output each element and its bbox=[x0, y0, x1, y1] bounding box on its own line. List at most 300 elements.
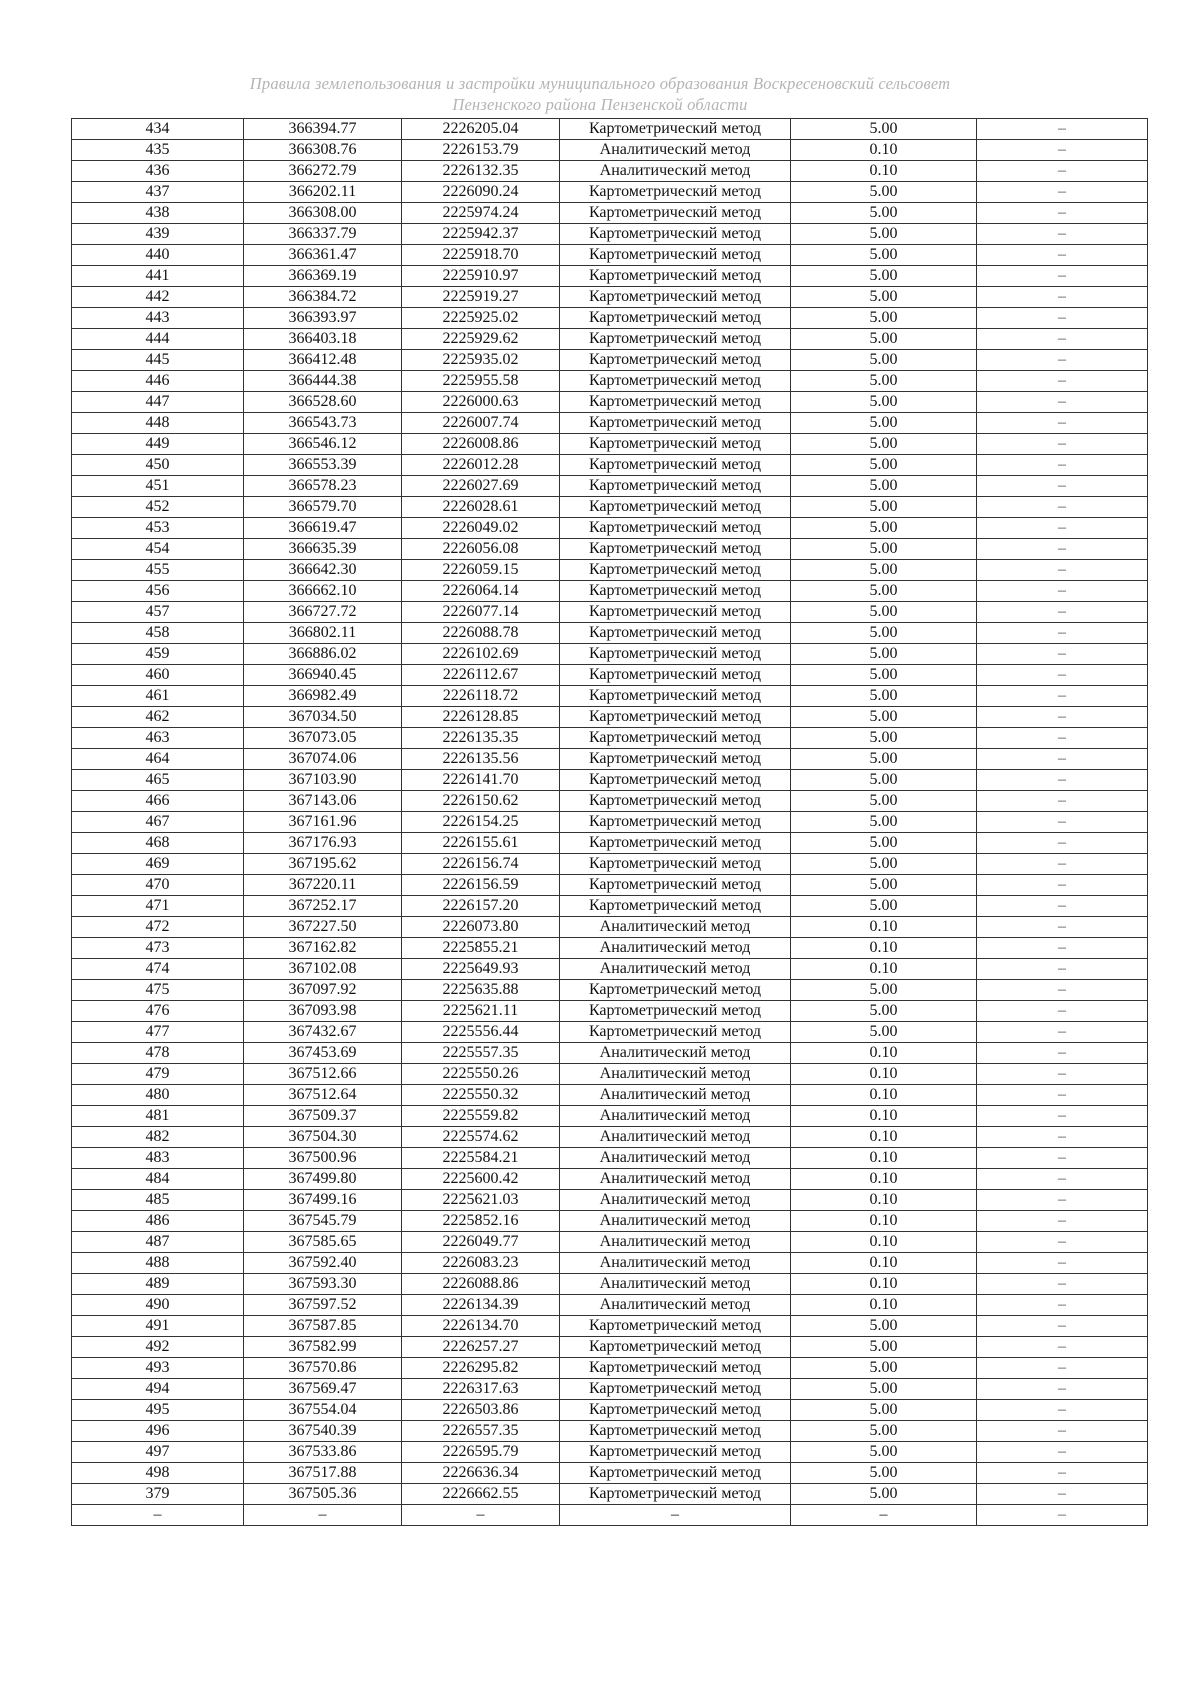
method-cell: Аналитический метод bbox=[560, 1295, 791, 1316]
coordinates-table-body bbox=[72, 119, 1148, 1526]
method-cell: Аналитический метод bbox=[560, 1169, 791, 1190]
x-coordinate-cell: 367585.65 bbox=[244, 1232, 402, 1253]
x-coordinate-cell: 366578.23 bbox=[244, 476, 402, 497]
accuracy-cell: 5.00 bbox=[791, 497, 977, 518]
note-cell: – bbox=[977, 1106, 1148, 1127]
x-coordinate-cell: 367499.16 bbox=[244, 1190, 402, 1211]
x-coordinate-cell: 367500.96 bbox=[244, 1148, 402, 1169]
accuracy-cell: 5.00 bbox=[791, 1484, 977, 1505]
y-coordinate-cell: 2226595.79 bbox=[402, 1442, 560, 1463]
x-coordinate-cell: 367432.67 bbox=[244, 1022, 402, 1043]
y-coordinate-cell: 2225929.62 bbox=[402, 329, 560, 350]
x-coordinate-cell: 366412.48 bbox=[244, 350, 402, 371]
note-cell: – bbox=[977, 854, 1148, 875]
accuracy-cell: 5.00 bbox=[791, 308, 977, 329]
x-coordinate-cell: 367103.90 bbox=[244, 770, 402, 791]
y-coordinate-cell: 2225910.97 bbox=[402, 266, 560, 287]
table-row bbox=[72, 1127, 1148, 1148]
y-coordinate-cell: 2226153.79 bbox=[402, 140, 560, 161]
x-coordinate-cell: 367143.06 bbox=[244, 791, 402, 812]
x-coordinate-cell: 367504.30 bbox=[244, 1127, 402, 1148]
note-cell: – bbox=[977, 1379, 1148, 1400]
x-coordinate-cell: 366662.10 bbox=[244, 581, 402, 602]
point-number-cell: 460 bbox=[72, 665, 244, 686]
x-coordinate-cell: 367569.47 bbox=[244, 1379, 402, 1400]
x-coordinate-cell: 366384.72 bbox=[244, 287, 402, 308]
x-coordinate-cell: 366337.79 bbox=[244, 224, 402, 245]
point-number-cell: 437 bbox=[72, 182, 244, 203]
x-coordinate-cell: 366528.60 bbox=[244, 392, 402, 413]
table-row bbox=[72, 1106, 1148, 1127]
x-coordinate-cell: 367597.52 bbox=[244, 1295, 402, 1316]
x-coordinate-cell: 367554.04 bbox=[244, 1400, 402, 1421]
table-row bbox=[72, 476, 1148, 497]
method-cell: Картометрический метод bbox=[560, 875, 791, 896]
accuracy-cell: 5.00 bbox=[791, 539, 977, 560]
method-cell: Картометрический метод bbox=[560, 1379, 791, 1400]
note-cell: – bbox=[977, 1127, 1148, 1148]
table-row bbox=[72, 308, 1148, 329]
method-cell: Аналитический метод bbox=[560, 1043, 791, 1064]
y-coordinate-cell: 2226317.63 bbox=[402, 1379, 560, 1400]
table-row bbox=[72, 644, 1148, 665]
note-cell: – bbox=[977, 266, 1148, 287]
method-cell: Картометрический метод bbox=[560, 308, 791, 329]
point-number-cell: 491 bbox=[72, 1316, 244, 1337]
point-number-cell: 488 bbox=[72, 1253, 244, 1274]
accuracy-cell: 5.00 bbox=[791, 791, 977, 812]
point-number-cell: 466 bbox=[72, 791, 244, 812]
table-row bbox=[72, 1190, 1148, 1211]
y-coordinate-cell: 2226012.28 bbox=[402, 455, 560, 476]
x-coordinate-cell: 366553.39 bbox=[244, 455, 402, 476]
accuracy-cell: 5.00 bbox=[791, 1337, 977, 1358]
accuracy-cell: 5.00 bbox=[791, 1358, 977, 1379]
x-coordinate-cell: 367545.79 bbox=[244, 1211, 402, 1232]
x-coordinate-cell: 367073.05 bbox=[244, 728, 402, 749]
table-row bbox=[72, 140, 1148, 161]
accuracy-cell: 5.00 bbox=[791, 980, 977, 1001]
accuracy-cell: 0.10 bbox=[791, 1211, 977, 1232]
point-number-cell: 462 bbox=[72, 707, 244, 728]
method-cell: Аналитический метод bbox=[560, 917, 791, 938]
point-number-cell: 498 bbox=[72, 1463, 244, 1484]
point-number-cell: 497 bbox=[72, 1442, 244, 1463]
note-cell: – bbox=[977, 1190, 1148, 1211]
point-number-cell: 447 bbox=[72, 392, 244, 413]
x-coordinate-cell: 366886.02 bbox=[244, 644, 402, 665]
y-coordinate-cell: 2226056.08 bbox=[402, 539, 560, 560]
y-coordinate-cell: 2226073.80 bbox=[402, 917, 560, 938]
x-coordinate-cell: 366579.70 bbox=[244, 497, 402, 518]
x-coordinate-cell: 367093.98 bbox=[244, 1001, 402, 1022]
method-cell: Картометрический метод bbox=[560, 497, 791, 518]
accuracy-cell: 5.00 bbox=[791, 287, 977, 308]
point-number-cell: 477 bbox=[72, 1022, 244, 1043]
accuracy-cell: 5.00 bbox=[791, 434, 977, 455]
point-number-cell: 474 bbox=[72, 959, 244, 980]
y-coordinate-cell: 2226636.34 bbox=[402, 1463, 560, 1484]
note-cell: – bbox=[977, 308, 1148, 329]
x-coordinate-cell: 366727.72 bbox=[244, 602, 402, 623]
point-number-cell: 456 bbox=[72, 581, 244, 602]
table-row bbox=[72, 245, 1148, 266]
table-row bbox=[72, 224, 1148, 245]
point-number-cell: 436 bbox=[72, 161, 244, 182]
note-cell: – bbox=[977, 581, 1148, 602]
accuracy-cell: 5.00 bbox=[791, 350, 977, 371]
y-coordinate-cell: 2226141.70 bbox=[402, 770, 560, 791]
point-number-cell: 464 bbox=[72, 749, 244, 770]
y-coordinate-cell: 2225621.11 bbox=[402, 1001, 560, 1022]
point-number-cell: 461 bbox=[72, 686, 244, 707]
method-cell: Картометрический метод bbox=[560, 1001, 791, 1022]
method-cell: Картометрический метод bbox=[560, 980, 791, 1001]
method-cell: Аналитический метод bbox=[560, 1232, 791, 1253]
x-coordinate-cell: 366394.77 bbox=[244, 119, 402, 140]
note-cell: – bbox=[977, 1001, 1148, 1022]
table-row bbox=[72, 1043, 1148, 1064]
note-cell: – bbox=[977, 917, 1148, 938]
note-cell: – bbox=[977, 1463, 1148, 1484]
x-coordinate-cell: 367102.08 bbox=[244, 959, 402, 980]
accuracy-cell: 0.10 bbox=[791, 140, 977, 161]
point-number-cell: 434 bbox=[72, 119, 244, 140]
x-coordinate-cell: 367533.86 bbox=[244, 1442, 402, 1463]
note-cell: – bbox=[977, 791, 1148, 812]
point-number-cell: 440 bbox=[72, 245, 244, 266]
note-cell: – bbox=[977, 959, 1148, 980]
table-row bbox=[72, 161, 1148, 182]
method-cell: Картометрический метод bbox=[560, 266, 791, 287]
y-coordinate-cell: 2226156.59 bbox=[402, 875, 560, 896]
note-cell: – bbox=[977, 728, 1148, 749]
method-cell: Картометрический метод bbox=[560, 371, 791, 392]
note-cell: – bbox=[977, 518, 1148, 539]
accuracy-cell: 5.00 bbox=[791, 1022, 977, 1043]
table-row bbox=[72, 329, 1148, 350]
y-coordinate-cell: 2226090.24 bbox=[402, 182, 560, 203]
accuracy-cell: 5.00 bbox=[791, 1421, 977, 1442]
table-row bbox=[72, 350, 1148, 371]
note-cell: – bbox=[977, 350, 1148, 371]
table-row bbox=[72, 1211, 1148, 1232]
method-cell: Картометрический метод bbox=[560, 1421, 791, 1442]
method-cell: Картометрический метод bbox=[560, 350, 791, 371]
point-number-cell: 482 bbox=[72, 1127, 244, 1148]
table-row bbox=[72, 413, 1148, 434]
note-cell: – bbox=[977, 371, 1148, 392]
point-number-cell: 471 bbox=[72, 896, 244, 917]
point-number-cell: 463 bbox=[72, 728, 244, 749]
accuracy-cell: 5.00 bbox=[791, 1379, 977, 1400]
note-cell: – bbox=[977, 1169, 1148, 1190]
method-cell: Аналитический метод bbox=[560, 1190, 791, 1211]
accuracy-cell: 5.00 bbox=[791, 392, 977, 413]
accuracy-cell: 5.00 bbox=[791, 812, 977, 833]
y-coordinate-cell: 2225935.02 bbox=[402, 350, 560, 371]
accuracy-cell: 0.10 bbox=[791, 1106, 977, 1127]
point-number-cell: 478 bbox=[72, 1043, 244, 1064]
note-cell: – bbox=[977, 980, 1148, 1001]
note-cell: – bbox=[977, 770, 1148, 791]
point-number-cell: 448 bbox=[72, 413, 244, 434]
x-coordinate-cell: 366642.30 bbox=[244, 560, 402, 581]
note-cell: – bbox=[977, 455, 1148, 476]
coordinates-table bbox=[71, 118, 1148, 1526]
header-line-1: Правила землепользования и застройки муниципального образования Воскресеновский сельсовет bbox=[249, 74, 951, 93]
point-number-cell: 442 bbox=[72, 287, 244, 308]
note-cell: – bbox=[977, 539, 1148, 560]
x-coordinate-cell: 366444.38 bbox=[244, 371, 402, 392]
point-number-cell: 449 bbox=[72, 434, 244, 455]
y-coordinate-cell: 2225919.27 bbox=[402, 287, 560, 308]
point-number-cell: 489 bbox=[72, 1274, 244, 1295]
point-number-cell: 457 bbox=[72, 602, 244, 623]
method-cell: Аналитический метод bbox=[560, 1211, 791, 1232]
y-coordinate-cell: 2225556.44 bbox=[402, 1022, 560, 1043]
table-row bbox=[72, 875, 1148, 896]
accuracy-cell: 5.00 bbox=[791, 644, 977, 665]
accuracy-cell: 5.00 bbox=[791, 1400, 977, 1421]
note-cell: – bbox=[977, 203, 1148, 224]
table-row bbox=[72, 1316, 1148, 1337]
accuracy-cell: 5.00 bbox=[791, 1442, 977, 1463]
accuracy-cell: 5.00 bbox=[791, 560, 977, 581]
y-coordinate-cell: 2225649.93 bbox=[402, 959, 560, 980]
point-number-cell: 454 bbox=[72, 539, 244, 560]
table-row bbox=[72, 1400, 1148, 1421]
x-coordinate-cell: 366403.18 bbox=[244, 329, 402, 350]
x-coordinate-cell: 367453.69 bbox=[244, 1043, 402, 1064]
note-cell: – bbox=[977, 1274, 1148, 1295]
accuracy-cell: 5.00 bbox=[791, 896, 977, 917]
point-number-cell: 479 bbox=[72, 1064, 244, 1085]
table-row bbox=[72, 287, 1148, 308]
point-number-cell: 494 bbox=[72, 1379, 244, 1400]
x-coordinate-cell: 367587.85 bbox=[244, 1316, 402, 1337]
table-row bbox=[72, 1379, 1148, 1400]
header-line-2: Пензенского района Пензенской области bbox=[452, 95, 748, 114]
y-coordinate-cell: 2226155.61 bbox=[402, 833, 560, 854]
accuracy-cell: 5.00 bbox=[791, 224, 977, 245]
accuracy-cell: 0.10 bbox=[791, 1190, 977, 1211]
table-row bbox=[72, 1337, 1148, 1358]
point-number-cell: 496 bbox=[72, 1421, 244, 1442]
table-row bbox=[72, 686, 1148, 707]
x-coordinate-cell: 367517.88 bbox=[244, 1463, 402, 1484]
point-number-cell: 475 bbox=[72, 980, 244, 1001]
point-number-cell: 441 bbox=[72, 266, 244, 287]
accuracy-cell: 0.10 bbox=[791, 917, 977, 938]
accuracy-cell: 5.00 bbox=[791, 266, 977, 287]
table-row bbox=[72, 1169, 1148, 1190]
accuracy-cell: 5.00 bbox=[791, 1316, 977, 1337]
y-coordinate-cell: 2226257.27 bbox=[402, 1337, 560, 1358]
table-row bbox=[72, 665, 1148, 686]
x-coordinate-cell: 366393.97 bbox=[244, 308, 402, 329]
point-number-cell: 473 bbox=[72, 938, 244, 959]
x-coordinate-cell: 366369.19 bbox=[244, 266, 402, 287]
y-coordinate-cell: 2226049.77 bbox=[402, 1232, 560, 1253]
method-cell: Картометрический метод bbox=[560, 644, 791, 665]
table-row bbox=[72, 392, 1148, 413]
note-cell: – bbox=[977, 938, 1148, 959]
note-cell: – bbox=[977, 182, 1148, 203]
y-coordinate-cell: 2226557.35 bbox=[402, 1421, 560, 1442]
accuracy-cell: 5.00 bbox=[791, 875, 977, 896]
x-coordinate-cell: 367499.80 bbox=[244, 1169, 402, 1190]
point-number-cell: 490 bbox=[72, 1295, 244, 1316]
y-coordinate-cell: 2226088.86 bbox=[402, 1274, 560, 1295]
point-number-cell: 445 bbox=[72, 350, 244, 371]
x-coordinate-cell: 367582.99 bbox=[244, 1337, 402, 1358]
method-cell: Картометрический метод bbox=[560, 665, 791, 686]
table-row bbox=[72, 917, 1148, 938]
point-number-cell: 379 bbox=[72, 1484, 244, 1505]
note-cell: – bbox=[977, 287, 1148, 308]
table-row bbox=[72, 497, 1148, 518]
method-cell: Картометрический метод bbox=[560, 245, 791, 266]
note-cell: – bbox=[977, 749, 1148, 770]
method-cell: Картометрический метод bbox=[560, 476, 791, 497]
x-coordinate-cell: 366546.12 bbox=[244, 434, 402, 455]
point-number-cell: 470 bbox=[72, 875, 244, 896]
table-row bbox=[72, 707, 1148, 728]
y-coordinate-cell: 2226102.69 bbox=[402, 644, 560, 665]
note-cell: – bbox=[977, 560, 1148, 581]
accuracy-cell: 5.00 bbox=[791, 455, 977, 476]
method-cell: Картометрический метод bbox=[560, 119, 791, 140]
note-cell: – bbox=[977, 1358, 1148, 1379]
note-cell: – bbox=[977, 1295, 1148, 1316]
accuracy-cell: 5.00 bbox=[791, 182, 977, 203]
point-number-cell: 485 bbox=[72, 1190, 244, 1211]
point-number-cell: 469 bbox=[72, 854, 244, 875]
x-coordinate-cell: 367176.93 bbox=[244, 833, 402, 854]
y-coordinate-cell: 2226049.02 bbox=[402, 518, 560, 539]
x-coordinate-cell: 367592.40 bbox=[244, 1253, 402, 1274]
x-coordinate-cell: 367097.92 bbox=[244, 980, 402, 1001]
table-row bbox=[72, 1442, 1148, 1463]
x-coordinate-cell: 366635.39 bbox=[244, 539, 402, 560]
y-coordinate-cell: 2225974.24 bbox=[402, 203, 560, 224]
table-row bbox=[72, 728, 1148, 749]
y-coordinate-cell: 2225621.03 bbox=[402, 1190, 560, 1211]
method-cell: Картометрический метод bbox=[560, 224, 791, 245]
y-coordinate-cell: 2226205.04 bbox=[402, 119, 560, 140]
x-coordinate-cell: 366619.47 bbox=[244, 518, 402, 539]
y-coordinate-cell: 2226295.82 bbox=[402, 1358, 560, 1379]
accuracy-cell: 0.10 bbox=[791, 161, 977, 182]
note-cell: – bbox=[977, 434, 1148, 455]
y-coordinate-cell: 2225557.35 bbox=[402, 1043, 560, 1064]
note-cell: – bbox=[977, 1505, 1148, 1526]
table-row bbox=[72, 1358, 1148, 1379]
y-coordinate-cell: 2226134.39 bbox=[402, 1295, 560, 1316]
table-row bbox=[72, 749, 1148, 770]
point-number-cell: 467 bbox=[72, 812, 244, 833]
point-number-cell: 484 bbox=[72, 1169, 244, 1190]
y-coordinate-cell: 2225852.16 bbox=[402, 1211, 560, 1232]
x-coordinate-cell: 367227.50 bbox=[244, 917, 402, 938]
y-coordinate-cell: 2225574.62 bbox=[402, 1127, 560, 1148]
table-row bbox=[72, 1232, 1148, 1253]
y-coordinate-cell: 2225925.02 bbox=[402, 308, 560, 329]
method-cell: Картометрический метод bbox=[560, 518, 791, 539]
x-coordinate-cell: 367162.82 bbox=[244, 938, 402, 959]
method-cell: Аналитический метод bbox=[560, 1253, 791, 1274]
table-row bbox=[72, 1085, 1148, 1106]
method-cell: Картометрический метод bbox=[560, 602, 791, 623]
method-cell: Картометрический метод bbox=[560, 812, 791, 833]
note-cell: – bbox=[977, 1211, 1148, 1232]
method-cell: Аналитический метод bbox=[560, 1064, 791, 1085]
x-coordinate-cell: 367540.39 bbox=[244, 1421, 402, 1442]
y-coordinate-cell: 2226083.23 bbox=[402, 1253, 560, 1274]
x-coordinate-cell: 367220.11 bbox=[244, 875, 402, 896]
table-row bbox=[72, 1484, 1148, 1505]
y-coordinate-cell: 2226064.14 bbox=[402, 581, 560, 602]
y-coordinate-cell: 2225550.32 bbox=[402, 1085, 560, 1106]
accuracy-cell: 5.00 bbox=[791, 749, 977, 770]
table-row bbox=[72, 182, 1148, 203]
table-row bbox=[72, 203, 1148, 224]
accuracy-cell: 5.00 bbox=[791, 518, 977, 539]
method-cell: Аналитический метод bbox=[560, 140, 791, 161]
note-cell: – bbox=[977, 1253, 1148, 1274]
method-cell: Картометрический метод bbox=[560, 707, 791, 728]
table-row bbox=[72, 560, 1148, 581]
y-coordinate-cell: 2226118.72 bbox=[402, 686, 560, 707]
method-cell: Картометрический метод bbox=[560, 560, 791, 581]
method-cell: Картометрический метод bbox=[560, 581, 791, 602]
method-cell: Картометрический метод bbox=[560, 1316, 791, 1337]
note-cell: – bbox=[977, 392, 1148, 413]
point-number-cell: 487 bbox=[72, 1232, 244, 1253]
accuracy-cell: 0.10 bbox=[791, 1232, 977, 1253]
note-cell: – bbox=[977, 224, 1148, 245]
point-number-cell: 476 bbox=[72, 1001, 244, 1022]
table-row bbox=[72, 1463, 1148, 1484]
page-header bbox=[120, 73, 1080, 115]
y-coordinate-cell: – bbox=[402, 1505, 560, 1526]
point-number-cell: 458 bbox=[72, 623, 244, 644]
x-coordinate-cell: 367570.86 bbox=[244, 1358, 402, 1379]
method-cell: Картометрический метод bbox=[560, 1400, 791, 1421]
accuracy-cell: 5.00 bbox=[791, 245, 977, 266]
method-cell: Картометрический метод bbox=[560, 1484, 791, 1505]
method-cell: Аналитический метод bbox=[560, 161, 791, 182]
x-coordinate-cell: – bbox=[244, 1505, 402, 1526]
table-row bbox=[72, 1001, 1148, 1022]
accuracy-cell: 5.00 bbox=[791, 1001, 977, 1022]
point-number-cell: 452 bbox=[72, 497, 244, 518]
y-coordinate-cell: 2226132.35 bbox=[402, 161, 560, 182]
method-cell: Картометрический метод bbox=[560, 182, 791, 203]
table-row bbox=[72, 581, 1148, 602]
accuracy-cell: 0.10 bbox=[791, 1127, 977, 1148]
y-coordinate-cell: 2226008.86 bbox=[402, 434, 560, 455]
note-cell: – bbox=[977, 1232, 1148, 1253]
x-coordinate-cell: 367509.37 bbox=[244, 1106, 402, 1127]
table-row bbox=[72, 1148, 1148, 1169]
accuracy-cell: 0.10 bbox=[791, 1169, 977, 1190]
accuracy-cell: 5.00 bbox=[791, 329, 977, 350]
accuracy-cell: 5.00 bbox=[791, 707, 977, 728]
point-number-cell: 493 bbox=[72, 1358, 244, 1379]
table-row bbox=[72, 1064, 1148, 1085]
